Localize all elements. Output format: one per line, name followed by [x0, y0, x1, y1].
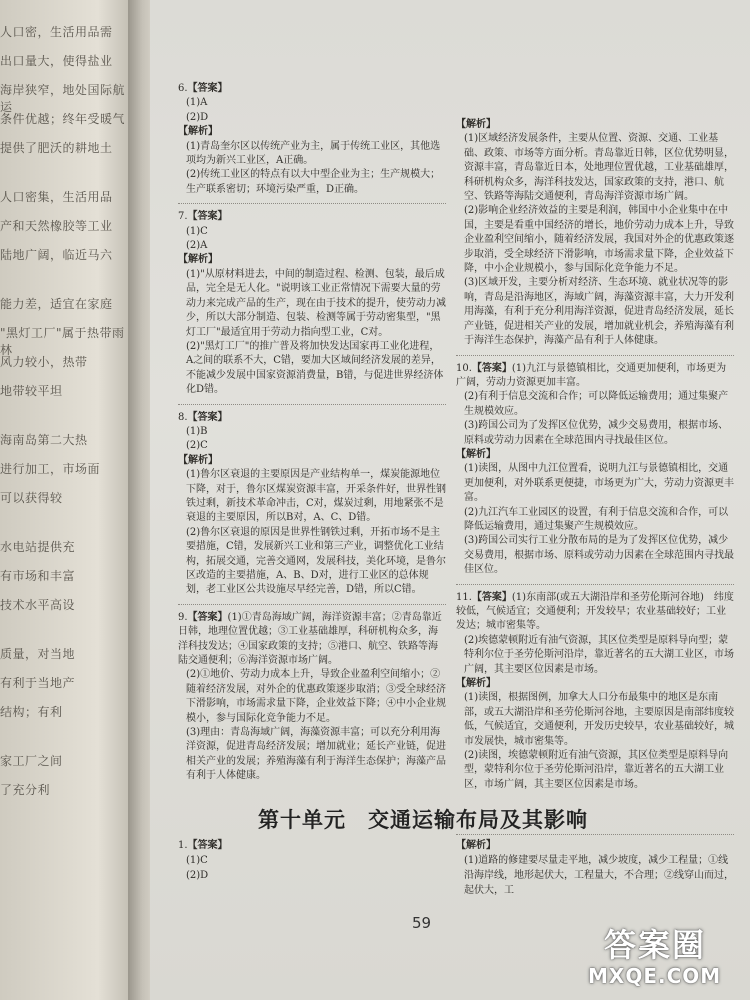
- watermark-bottom-text: MXQE.COM: [588, 964, 722, 988]
- analysis-label: 【解析】: [456, 448, 496, 460]
- analysis-line: (1)"从原材料进去，中间的制造过程、检测、包装，最后成品，完全是无人化。"说明该工业正常情况下需要大量的劳动力来完成产品的生产，现在由于技术的提升，使劳动力减少，所以大部分制造、包装、检测等属于劳动密集型，"黑灯工厂"最适宜用于劳动力指向型工业，C对。: [186, 268, 446, 338]
- question-6: [178, 82, 446, 204]
- analysis-line: (1)读图，根据图例，加拿大人口分布最集中的地区是东南部，或五大湖沿岸和圣劳伦斯河谷地，主要原因是南部纬度较低，气候适宜，交通便利，开发历史较早，农业基础较好，城市发展快，城市密集等。: [464, 692, 734, 747]
- question-number: 11.: [456, 591, 472, 603]
- answer-label: 【答案】: [187, 611, 228, 623]
- left-page-fragment: 海岸狭窄，地处国际航运: [0, 83, 126, 114]
- left-page-fragment: 人口密集，生活用品: [0, 190, 113, 204]
- question-number: 6.: [178, 83, 188, 94]
- left-page-fragment: 能力差，适宜在家庭: [0, 297, 113, 311]
- answer-line: (3)跨国公司为了发挥区位优势，减少交易费用，根据市场、原料或劳动力因素在全球范围内寻找最佳区位。: [464, 420, 729, 446]
- analysis-label: 【解析】: [178, 254, 218, 266]
- analysis-line: (1)读图，从图中九江位置看，说明九江与景德镇相比，交通更加便利，对外联系更便捷，市场更为广大，劳动力资源更丰富。: [464, 463, 734, 504]
- answer-line: (1)C: [186, 855, 208, 866]
- question-11: [456, 591, 734, 799]
- answer-label: 【答案】: [187, 411, 228, 423]
- question-number: 7.: [178, 211, 188, 223]
- left-page: [0, 0, 140, 1000]
- question-10: [456, 362, 734, 585]
- answer-line: (2)D: [186, 111, 209, 123]
- answer-line: (1)①青岛海域广阔，海洋资源丰富；②青岛靠近日韩，地理位置优越；③工业基础雄厚，科研机构众多，海洋科技发达；④国家政策的支持；⑤港口、航空、铁路等海陆交通便利；⑥海洋资源市场广阔。: [178, 611, 442, 667]
- answer-line: (1)九江与景德镇相比，交通更加便利，市场更为广阔，劳动力资源更加丰富。: [456, 362, 727, 388]
- left-page-fragment: 有市场和丰富: [0, 569, 76, 583]
- unit-title: 第十单元 交通运输布局及其影响: [258, 807, 588, 832]
- analysis-label: 【解析】: [178, 126, 218, 138]
- answer-label: 【答案】: [187, 83, 228, 94]
- left-page-fragment: 结构；有利: [0, 705, 63, 719]
- analysis-line: (2)"黑灯工厂"的推广普及将加快发达国家再工业化进程，A之间的联系不大，C错，要加大区域间经济发展的差异，不能减少发展中国家资源消费量，B错，与促进世界经济体化D错。: [186, 340, 444, 396]
- question-8: [178, 411, 446, 605]
- left-page-fragment: 了充分利: [0, 783, 51, 797]
- question-7: [178, 210, 446, 404]
- answer-label: 【答案】: [187, 211, 228, 223]
- question-number: 1.: [178, 840, 188, 851]
- left-page-fragment: 有利于当地产: [0, 676, 76, 690]
- unit10-question-1-analysis: [456, 838, 734, 898]
- analysis-line: (1)青岛奎尔区以传统产业为主，属于传统工业区，其他选项均为新兴工业区，A正确。: [186, 140, 441, 167]
- question-number: 9.: [178, 611, 188, 623]
- answer-line: (2)①地价、劳动力成本上升，导致企业盈利空间缩小；②随着经济发展，对外企的优惠政策逐步取消；③受全球经济下滑影响，市场需求量下降，企业效益下降；④中小企业规模小，参与国际化竞争能力不足。: [186, 669, 446, 724]
- analysis-line: (2)鲁尔区衰退的原因是世界性钢铁过剩，开拓市场不是主要措施，C错，发展新兴工业和第三产业，调整优化工业结构，拓展交通，完善交通网，发展科技，美化环境，是鲁尔区改造的主要措施，A、B、D对，进行工业区的总体规划，老工业区公共设施尽早经完善，D错，所以C错。: [186, 526, 446, 596]
- analysis-label: 【解析】: [456, 678, 496, 690]
- divider: [456, 834, 734, 835]
- answer-line: (2)有利于信息交流和合作；可以降低运输费用；通过集聚产生规模效应。: [464, 391, 729, 417]
- page-number: 59: [412, 914, 432, 932]
- analysis-line: (2)九江汽车工业园区的设置，有利于信息交流和合作，可以降低运输费用，通过集聚产生规模效应。: [464, 506, 729, 532]
- analysis-line: (2)读图，埃德蒙顿附近有油气资源，其区位类型是原料导向型，蒙特利尔位于圣劳伦斯河沿岸，靠近著名的五大湖工业区，市场广阔，其主要区位因素是市场。: [464, 750, 729, 790]
- left-page-fragment: 出口量大，使得盐业: [0, 54, 113, 68]
- answer-line: (3)理由：青岛海域广阔，海藻资源丰富；可以充分利用海洋资源，促进青岛经济发展；增加就业；延长产业链，促进相关产业的发展；养殖海藻有利于海洋生态保护；海藻产品有利于人体健康。: [186, 727, 446, 782]
- left-page-fragment: 提供了肥沃的耕地土: [0, 141, 113, 155]
- answer-label: 【答案】: [187, 840, 228, 851]
- unit10-question-1: [178, 838, 446, 883]
- answer-label: 【答案】: [471, 362, 512, 374]
- left-page-fragment: 技术水平高设: [0, 598, 76, 612]
- answer-line: (2)C: [186, 440, 208, 452]
- analysis-line: (2)传统工业区的特点有以大中型企业为主；生产规模大；生产联系密切；环境污染严重，D正确。: [186, 169, 441, 195]
- analysis-label: 【解析】: [178, 454, 218, 466]
- left-page-fragment: 海南岛第二大热: [0, 433, 88, 447]
- answer-line: (1)B: [186, 425, 208, 437]
- analysis-line: (3)跨国公司实行工业分散布局的是为了发挥区位优势，减少交易费用，根据市场、原料或劳动力因素在全球范围内寻找最佳区位。: [464, 535, 734, 576]
- answer-label: 【答案】: [471, 591, 512, 603]
- analysis-label: 【解析】: [456, 840, 496, 851]
- answer-line: (2)D: [186, 870, 209, 881]
- answer-line: (1)C: [186, 225, 208, 237]
- right-column: [456, 118, 734, 804]
- question-number: 8.: [178, 411, 188, 423]
- left-page-fragment: "黑灯工厂"属于热带雨林: [0, 326, 125, 357]
- analysis-line: (3)区域开发，主要分析对经济、生态环境、就业状况等的影响，青岛是沿海地区，海域广阔，海藻资源丰富，大力开发利用海藻，有利于充分利用海洋资源，促进青岛经济发展，延长产业链，促进相关产业的发展，增加就业机会，养殖海藻有利于海洋生态保护，海藻产品有利于人体健康。: [464, 277, 734, 347]
- watermark-top-text: 答案圈: [604, 926, 707, 964]
- question-9-analysis: [456, 118, 734, 356]
- answer-line: (1)A: [186, 97, 208, 109]
- left-page-fragment: 条件优越；终年受暖气: [0, 112, 126, 126]
- answer-line: (1)东南部(或五大湖沿岸和圣劳伦斯河谷地) 纬度较低，气候适宜；交通便利；开发较早；农业基础较好；工业发达；城市密集等。: [456, 591, 734, 632]
- right-page: [150, 0, 750, 1000]
- left-page-fragment: 质量，对当地: [0, 647, 76, 661]
- watermark-logo: [584, 920, 744, 992]
- analysis-line: (1)鲁尔区衰退的主要原因是产业结构单一，煤炭能源地位下降，对于，鲁尔区煤炭资源丰富，开采条件好，世界性钢铁过剩，新技术革命冲击，C对，煤炭过剩，用地紧张不是衰退的主要原因，所以B对，A、C、D错。: [186, 469, 446, 524]
- analysis-line: (1)道路的修建要尽量走平地，减少坡度，减少工程量；①线沿海岸线，地形起伏大，工程量大，不合理；②线穿山而过，起伏大，工: [464, 855, 734, 896]
- left-column: [178, 82, 446, 796]
- left-page-fragment: 进行加工，市场面: [0, 462, 101, 476]
- left-page-fragment: 产和天然橡胶等工业: [0, 219, 113, 233]
- left-page-fragment: 人口密，生活用品需: [0, 25, 113, 39]
- analysis-line: (1)区域经济发展条件，主要从位置、资源、交通、工业基础、政策、市场等方面分析。青岛靠近日韩，区位优势明显，资源丰富，青岛靠近日本，处地理位置优越，工业基础雄厚，科研机构众多，海洋科技发达，国家政策的支持，港口、航空、铁路等海陆交通便利，青岛海洋资源市场广阔。: [464, 133, 734, 203]
- left-page-fragment: 水电站提供充: [0, 540, 76, 554]
- left-page-fragment: 地带较平坦: [0, 384, 63, 398]
- question-number: 10.: [456, 362, 472, 374]
- analysis-line: (2)影响企业经济效益的主要是利润，韩国中小企业集中在中国，主要是看重中国经济的增长，地价劳动力成本上升，导致企业盈利空间缩小，随着经济发展，我国对外企的优惠政策逐步取消，受全球经济下滑影响，市场需求量下降，企业效益下降，中小企业规模小，参与国际化竞争能力不足。: [464, 205, 734, 275]
- left-page-fragment: 陆地广阔，临近马六: [0, 248, 113, 262]
- left-page-fragment: 可以获得较: [0, 491, 63, 505]
- answer-line: (2)埃德蒙顿附近有油气资源，其区位类型是原料导向型；蒙特利尔位于圣劳伦斯河沿岸，靠近著名的五大湖工业区，市场广阔，其主要区位因素是市场。: [464, 634, 734, 675]
- left-page-fragment: 家工厂之间: [0, 754, 63, 768]
- question-9: [178, 611, 446, 790]
- analysis-label: 【解析】: [456, 119, 496, 130]
- left-page-fragment: 风力较小，热带: [0, 355, 88, 369]
- answer-line: (2)A: [186, 240, 208, 252]
